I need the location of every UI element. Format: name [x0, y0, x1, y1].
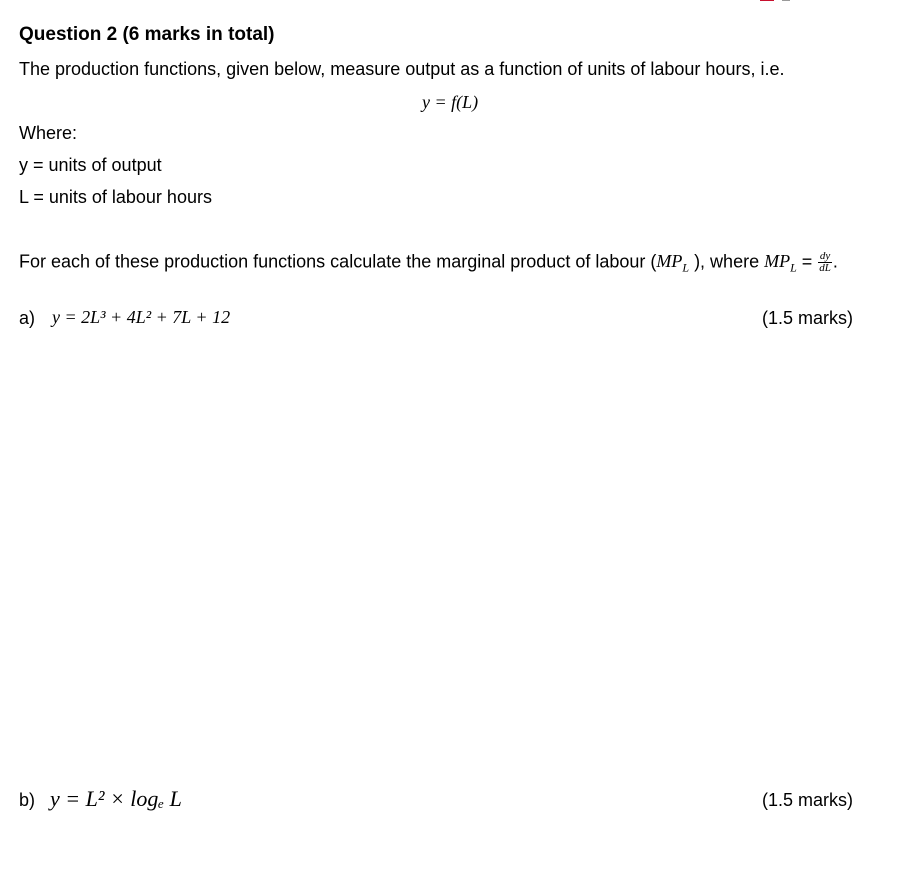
- mp-symbol-2: [764, 251, 797, 275]
- logo-emblem-icon: [760, 0, 774, 1]
- fraction-denominator: dL: [819, 262, 831, 274]
- logo-divider-icon: [782, 0, 790, 1]
- main-equation-text: y = f(L): [422, 92, 479, 112]
- mp-subscript-2: L: [790, 260, 797, 275]
- equals-sign: =: [796, 251, 818, 272]
- part-a-label: a): [19, 308, 36, 328]
- mp-symbol: [656, 251, 690, 275]
- part-b-label: b): [19, 790, 36, 810]
- instruction-mid: ), where: [689, 251, 765, 272]
- where-label: Where:: [19, 123, 78, 143]
- part-a-marks: (1.5 marks): [762, 308, 854, 328]
- derivative-fraction: [818, 251, 832, 274]
- instruction-text: For each of these production functions calculate the marginal product of labour (: [19, 251, 657, 272]
- fraction-numerator: dy: [819, 250, 831, 262]
- question-intro: The production functions, given below, measure output as a function of units of labour hours, i.e.: [19, 59, 785, 79]
- part-b-marks: (1.5 marks): [762, 790, 854, 810]
- instruction-end: .: [832, 251, 838, 272]
- mp-text-2: MP: [764, 251, 791, 272]
- part-b-equation-text: y = L² × logₑ L: [50, 786, 182, 811]
- main-equation: [422, 92, 478, 113]
- part-a-equation-text: y = 2L³ + 4L² + 7L + 12: [52, 307, 231, 327]
- question-title: Question 2 (6 marks in total): [19, 24, 275, 45]
- part-a-equation: [52, 307, 230, 328]
- mp-subscript: L: [682, 260, 690, 275]
- definition-y: y = units of output: [19, 155, 162, 175]
- part-b-equation: [50, 786, 182, 812]
- university-logo: [758, 0, 912, 5]
- definition-l: L = units of labour hours: [19, 187, 212, 207]
- mp-text: MP: [656, 251, 683, 272]
- instruction-line: [19, 251, 838, 276]
